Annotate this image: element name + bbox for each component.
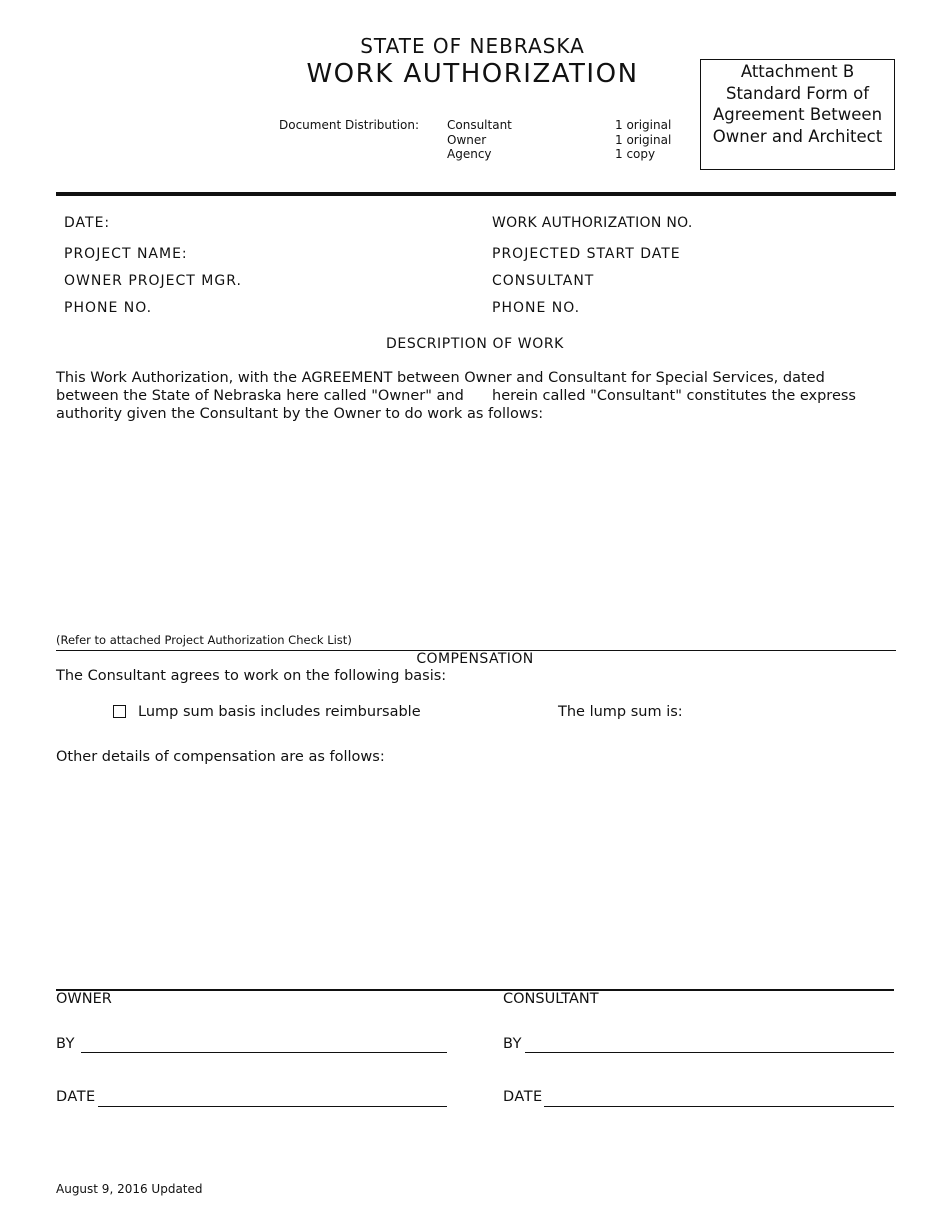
attachment-line: Agreement Between <box>712 105 883 124</box>
owner-project-mgr-field[interactable]: OWNER PROJECT MGR. <box>64 273 242 289</box>
owner-date-line[interactable] <box>98 1106 447 1107</box>
recipient: Consultant <box>447 118 512 132</box>
description-line-2a: between the State of Nebraska here called "Owner" and <box>56 388 464 404</box>
form-title: WORK AUTHORIZATION <box>306 59 639 89</box>
description-line-3: authority given the Consultant by the Owner to do work as follows: <box>56 406 544 422</box>
distribution-label: Document Distribution: <box>279 118 420 132</box>
header-divider <box>56 192 896 196</box>
consultant-date-line[interactable] <box>544 1106 894 1107</box>
owner-date-label: DATE <box>56 1089 96 1105</box>
compensation-heading: COMPENSATION <box>416 651 534 667</box>
attachment-box <box>700 59 895 170</box>
description-line-1: This Work Authorization, with the AGREEMENT between Owner and Consultant for Special Services, dated <box>56 370 825 386</box>
description-heading: DESCRIPTION OF WORK <box>386 336 564 352</box>
lump-sum-option-label: Lump sum basis includes reimbursable <box>138 704 421 720</box>
project-name-field[interactable]: PROJECT NAME: <box>64 246 188 262</box>
projected-start-date-field[interactable]: PROJECTED START DATE <box>492 246 681 262</box>
description-line-2b: herein called "Consultant" constitutes the express <box>492 388 856 404</box>
attachment-line: Standard Form of <box>725 83 870 103</box>
owner-by-label: BY <box>56 1036 76 1052</box>
consultant-phone-field[interactable]: PHONE NO. <box>492 300 581 316</box>
checklist-note: (Refer to attached Project Authorization Check List) <box>56 633 352 647</box>
owner-phone-field[interactable]: PHONE NO. <box>64 300 153 316</box>
copy-count: 1 original <box>615 132 672 147</box>
compensation-intro: The Consultant agrees to work on the following basis: <box>56 668 447 684</box>
other-compensation-label: Other details of compensation are as follows: <box>56 749 385 765</box>
lump-sum-amount-label: The lump sum is: <box>558 704 683 720</box>
copy-count: 1 original <box>615 118 672 132</box>
owner-heading: OWNER <box>56 991 112 1007</box>
date-field[interactable]: DATE: <box>64 215 111 231</box>
lump-sum-checkbox[interactable] <box>113 705 126 718</box>
distribution-recipients <box>447 118 512 162</box>
consultant-heading: CONSULTANT <box>503 991 599 1007</box>
consultant-by-label: BY <box>503 1036 523 1052</box>
updated-footer: August 9, 2016 Updated <box>56 1182 203 1196</box>
recipient: Owner <box>447 132 487 147</box>
attachment-line: Owner and Architect <box>712 126 883 146</box>
distribution-copies <box>615 118 671 162</box>
consultant-date-label: DATE <box>503 1089 543 1105</box>
attachment-line: Attachment B <box>740 62 855 81</box>
consultant-field[interactable]: CONSULTANT <box>492 273 595 289</box>
copy-count: 1 copy <box>615 147 656 161</box>
consultant-signature-line[interactable] <box>525 1052 894 1053</box>
signature-divider <box>56 989 894 991</box>
owner-signature-line[interactable] <box>81 1052 447 1053</box>
work-authorization-no-field[interactable]: WORK AUTHORIZATION NO. <box>492 215 693 231</box>
state-title: STATE OF NEBRASKA <box>360 34 585 58</box>
recipient: Agency <box>447 147 492 161</box>
